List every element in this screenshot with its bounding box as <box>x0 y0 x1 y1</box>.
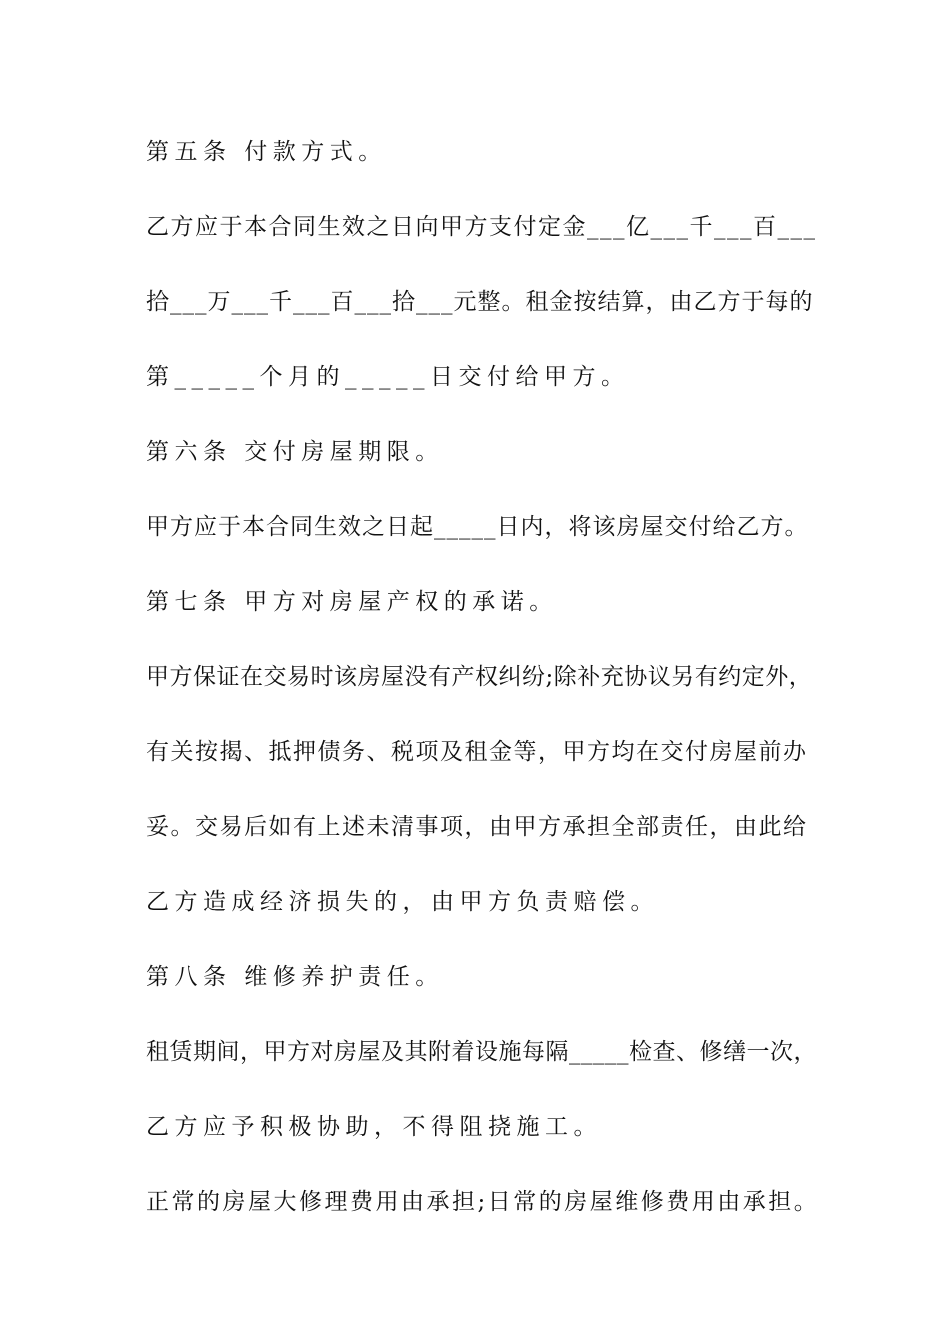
article-7-text-line-1: 甲方保证在交易时该房屋没有产权纠纷;除补充协议另有约定外， <box>146 664 813 690</box>
article-8-text-line-2: 乙方应予积极协助，不得阻挠施工。 <box>146 1114 602 1140</box>
article-8-text-line-1: 租赁期间，甲方对房屋及其附着设施每隔_____检查、修缮一次， <box>146 1039 817 1065</box>
article-7-text-line-3: 妥。交易后如有上述未清事项，由甲方承担全部责任，由此给 <box>146 814 808 840</box>
article-5-text-line-1: 乙方应于本合同生效之日向甲方支付定金___亿___千___百___ <box>146 214 817 240</box>
article-7-text-line-2: 有关按揭、抵押债务、税项及租金等，甲方均在交付房屋前办 <box>146 739 808 765</box>
article-5-text-line-2: 拾___万___千___百___拾___元整。租金按结算，由乙方于每的 <box>146 289 814 315</box>
article-5-heading: 第五条 付款方式。 <box>146 139 387 165</box>
article-6-heading: 第六条 交付房屋期限。 <box>146 439 444 465</box>
article-7-text-line-4: 乙方造成经济损失的，由甲方负责赔偿。 <box>146 889 659 915</box>
article-8-text-line-3: 正常的房屋大修理费用由承担;日常的房屋维修费用由承担。 <box>146 1189 820 1215</box>
article-8-heading: 第八条 维修养护责任。 <box>146 964 444 990</box>
article-5-text-line-3: 第_____个月的_____日交付给甲方。 <box>146 364 630 390</box>
article-6-text-line-1: 甲方应于本合同生效之日起_____日内，将该房屋交付给乙方。 <box>146 514 809 540</box>
article-7-heading: 第七条 甲方对房屋产权的承诺。 <box>146 589 558 615</box>
